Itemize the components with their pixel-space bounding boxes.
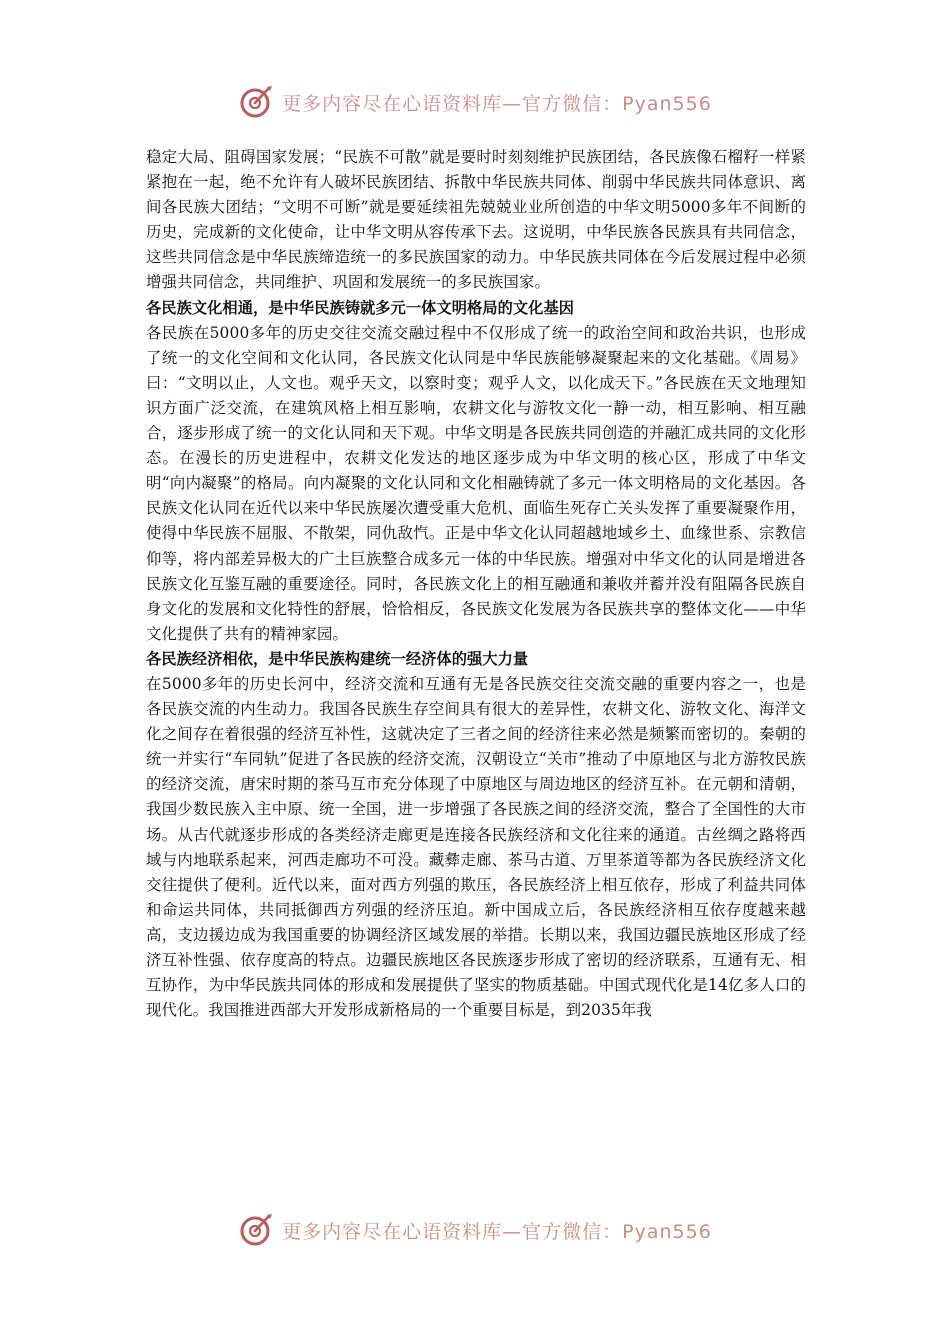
paragraph-2: 各民族在5000多年的历史交往交流交融过程中不仅形成了统一的政治空间和政治共识，也形成了统一的文化空间和文化认同，各民族文化认同是中华民族能够凝聚起来的文化基础。《周易》曰：“文明以止，人文也。观乎天文，以察时变；观乎人文，以化成天下。”各民族在天文地理知识方面广泛交流，在建筑风格上相互影响，农耕文化与游牧文化一静一动，相互影响、相互融合，逐步形成了统一的文化认同和天下观。中华文明是各民族共同创造的并融汇成共同的文化形态。在漫长的历史进程中，农耕文化发达的地区逐步成为中华文明的核心区，形成了中华文明“向内凝聚”的格局。向内凝聚的文化认同和文化相融铸就了多元一体文明格局的文化基因。各民族文化认同在近代以来中华民族屡次遭受重大危机、面临生死存亡关头发挥了重要凝聚作用，使得中华民族不屈服、不散架，同仇敌忾。正是中华文化认同超越地域乡土、血缘世系、宗教信仰等，将内部差异极大的广土巨族整合成多元一体的中华民族。增强对中华文化的认同是增进各民族文化互鉴互融的重要途径。同时，各民族文化上的相互融通和兼收并蓄并没有阻隔各民族自身文化的发展和文化特性的舒展，恰恰相反，各民族文化发展为各民族共享的整体文化——中华文化提供了共有的精神家园。 [146, 323, 806, 643]
brush-logo-icon [238, 1212, 274, 1248]
header-banner [0, 80, 950, 124]
brush-logo-icon [238, 84, 274, 120]
header-banner-text: 更多内容尽在心语资料库—官方微信：Pyan556 [282, 92, 712, 115]
paragraph-1: 稳定大局、阻碍国家发展；“民族不可散”就是要时时刻刻维护民族团结，各民族像石榴籽一样紧紧抱在一起，绝不允许有人破坏民族团结、拆散中华民族共同体、削弱中华民族共同体意识、离间各民族大团结；“文明不可断”就是要延续祖先兢兢业业所创造的中华文明5000多年不间断的历史，完成新的文化使命，让中华文明从容传承下去。这说明，中华民族各民族具有共同信念，这些共同信念是中华民族缔造统一的多民族国家的动力。中华民族共同体在今后发展过程中必须增强共同信念，共同维护、巩固和发展统一的多民族国家。 [146, 148, 806, 292]
section-heading-culture: 各民族文化相通，是中华民族铸就多元一体文明格局的文化基因 [146, 298, 575, 317]
document-body [146, 145, 806, 1023]
section-heading-economy: 各民族经济相依，是中华民族构建统一经济体的强大力量 [146, 649, 529, 668]
footer-banner [0, 1208, 950, 1252]
paragraph-3: 在5000多年的历史长河中，经济交流和互通有无是各民族交往交流交融的重要内容之一，也是各民族交流的内生动力。我国各民族生存空间具有很大的差异性，农耕文化、游牧文化、海洋文化之间存在着很强的经济互补性，这就决定了三者之间的经济往来必然是频繁而密切的。秦朝的统一并实行“车同轨”促进了各民族的经济交流，汉朝设立“关市”推动了中原地区与北方游牧民族的经济交流，唐宋时期的茶马互市充分体现了中原地区与周边地区的经济互补。在元朝和清朝，我国少数民族入主中原、统一全国，进一步增强了各民族之间的经济交流，整合了全国性的大市场。从古代就逐步形成的各类经济走廊更是连接各民族经济和文化往来的通道。古丝绸之路将西域与内地联系起来，河西走廊功不可没。藏彝走廊、茶马古道、万里茶道等都为各民族经济文化交往提供了便利。近代以来，面对西方列强的欺压，各民族经济上相互依存，形成了利益共同体和命运共同体，共同抵御西方列强的经济压迫。新中国成立后，各民族经济相互依存度越来越高，支边援边成为我国重要的协调经济区域发展的举措。长期以来，我国边疆民族地区形成了经济互补性强、依存度高的特点。边疆民族地区各民族逐步形成了密切的经济联系，互通有无、相互协作，为中华民族共同体的形成和发展提供了坚实的物质基础。中国式现代化是14亿多人口的现代化。我国推进西部大开发形成新格局的一个重要目标是，到2035年我 [146, 674, 806, 1020]
footer-banner-text: 更多内容尽在心语资料库—官方微信：Pyan556 [282, 1220, 712, 1243]
